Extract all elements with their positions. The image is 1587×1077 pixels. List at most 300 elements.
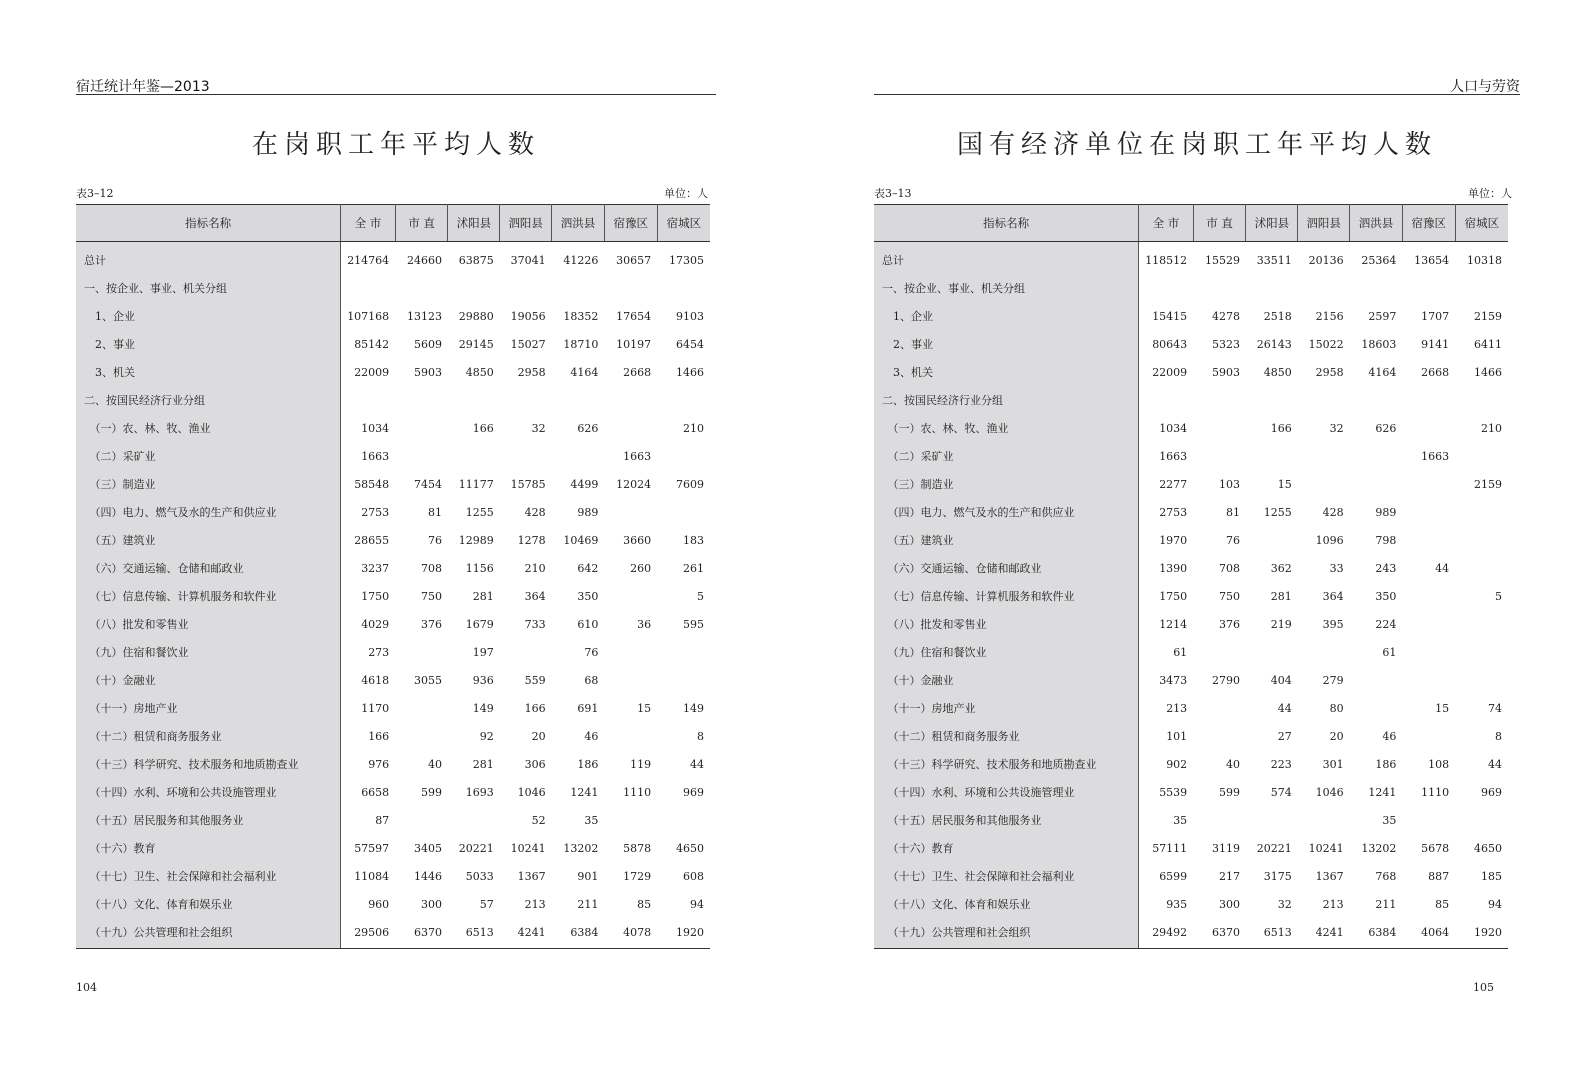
row-label: 3、机关 <box>76 358 341 386</box>
data-cell: 281 <box>472 589 494 603</box>
data-cell: 10318 <box>1467 253 1502 267</box>
table-number: 表3–13 <box>874 187 912 200</box>
table-row <box>874 918 1508 949</box>
data-cell: 708 <box>420 561 442 575</box>
data-cell: 969 <box>683 785 704 799</box>
table-row <box>874 554 1508 582</box>
data-cell: 68 <box>584 673 599 687</box>
data-cell: 85 <box>1435 897 1450 911</box>
table-row <box>874 722 1508 750</box>
data-cell <box>395 274 448 302</box>
data-cell <box>1402 610 1455 638</box>
data-cell <box>1350 386 1403 414</box>
page-number: 104 <box>76 981 97 994</box>
column-header: 指标名称 <box>874 205 1139 242</box>
row-label: （十七）卫生、社会保障和社会福利业 <box>874 862 1139 890</box>
data-cell <box>395 638 448 666</box>
data-cell: 6513 <box>1246 918 1298 949</box>
row-label: 一、按企业、事业、机关分组 <box>76 274 341 302</box>
data-cell: 6384 <box>1350 918 1403 949</box>
data-cell: 210 <box>524 561 546 575</box>
data-cell: 3405 <box>413 841 442 855</box>
data-cell: 300 <box>1218 897 1240 911</box>
data-cell: 35 <box>1382 813 1397 827</box>
data-cell: 108 <box>1428 757 1450 771</box>
row-label: 总计 <box>874 242 1139 275</box>
data-cell <box>1402 582 1455 610</box>
row-label: （十八）文化、体育和娱乐业 <box>76 890 341 918</box>
column-header: 宿豫区 <box>1402 205 1455 242</box>
data-cell <box>1246 386 1298 414</box>
table-row <box>76 834 710 862</box>
table-row <box>874 526 1508 554</box>
data-cell: 29506 <box>341 918 396 949</box>
table-row <box>874 638 1508 666</box>
data-cell <box>552 442 605 470</box>
data-cell: 1750 <box>1159 589 1188 603</box>
data-cell: 219 <box>1270 617 1292 631</box>
table-row <box>76 778 710 806</box>
table-row <box>76 610 710 638</box>
data-cell: 13123 <box>406 309 442 323</box>
data-cell: 61 <box>1173 645 1188 659</box>
row-label: （十六）教育 <box>76 834 341 862</box>
data-cell: 428 <box>524 505 546 519</box>
data-cell <box>552 386 605 414</box>
data-cell: 13202 <box>563 841 599 855</box>
data-cell <box>341 386 396 414</box>
statistics-table <box>76 204 710 949</box>
table-row <box>874 470 1508 498</box>
table-row <box>76 526 710 554</box>
data-cell: 1679 <box>465 617 494 631</box>
data-cell: 213 <box>524 897 546 911</box>
data-cell: 7454 <box>413 477 442 491</box>
data-cell <box>1193 386 1246 414</box>
data-cell <box>1193 442 1246 470</box>
data-cell: 3175 <box>1263 869 1292 883</box>
table-row <box>76 274 710 302</box>
table-row <box>874 442 1508 470</box>
data-cell: 18710 <box>563 337 599 351</box>
column-header: 沭阳县 <box>448 205 500 242</box>
data-cell: 960 <box>368 897 390 911</box>
data-cell: 22009 <box>354 365 390 379</box>
data-cell: 9141 <box>1421 337 1450 351</box>
data-cell: 364 <box>1322 589 1344 603</box>
column-header: 指标名称 <box>76 205 341 242</box>
data-cell: 20221 <box>1256 841 1292 855</box>
row-label: （一）农、林、牧、渔业 <box>76 414 341 442</box>
table-number: 表3–12 <box>76 187 114 200</box>
row-label: （十）金融业 <box>76 666 341 694</box>
table-row <box>76 358 710 386</box>
data-cell: 935 <box>1166 897 1188 911</box>
data-cell: 57111 <box>1152 841 1188 855</box>
data-cell: 1214 <box>1159 617 1188 631</box>
table-row <box>76 302 710 330</box>
data-cell: 4499 <box>570 477 599 491</box>
left-page <box>76 0 716 1077</box>
column-header: 全 市 <box>341 205 396 242</box>
data-cell: 4650 <box>676 841 704 855</box>
table-row <box>76 498 710 526</box>
data-cell: 1663 <box>623 449 652 463</box>
row-label: 二、按国民经济行业分组 <box>76 386 341 414</box>
data-cell: 610 <box>577 617 599 631</box>
data-cell: 750 <box>1218 589 1240 603</box>
data-cell: 301 <box>1322 757 1344 771</box>
data-cell <box>500 442 552 470</box>
table-row <box>874 386 1508 414</box>
data-cell: 44 <box>1488 757 1502 771</box>
data-cell: 13654 <box>1414 253 1450 267</box>
row-label: （十三）科学研究、技术服务和地质勘查业 <box>874 750 1139 778</box>
data-cell: 6454 <box>676 337 704 351</box>
data-cell: 7609 <box>676 477 704 491</box>
data-cell: 1367 <box>517 869 546 883</box>
data-cell <box>1455 666 1508 694</box>
data-cell: 41226 <box>563 253 599 267</box>
data-cell: 87 <box>375 813 390 827</box>
data-cell: 92 <box>479 729 494 743</box>
data-cell: 15022 <box>1308 337 1344 351</box>
header-rule <box>874 94 1520 95</box>
data-cell <box>1455 806 1508 834</box>
data-cell: 10197 <box>616 337 652 351</box>
data-cell: 4164 <box>570 365 599 379</box>
data-cell: 61 <box>1382 645 1397 659</box>
data-cell: 28655 <box>354 533 390 547</box>
data-cell: 6370 <box>1193 918 1246 949</box>
data-cell <box>1298 386 1350 414</box>
data-cell: 4278 <box>1211 309 1240 323</box>
table-row <box>76 582 710 610</box>
data-cell <box>1350 666 1403 694</box>
data-cell <box>1193 722 1246 750</box>
row-label: （十五）居民服务和其他服务业 <box>874 806 1139 834</box>
data-cell <box>1455 498 1508 526</box>
data-cell: 279 <box>1322 673 1344 687</box>
data-cell: 2159 <box>1474 309 1502 323</box>
data-cell <box>395 806 448 834</box>
data-cell <box>1246 638 1298 666</box>
data-cell: 428 <box>1322 505 1344 519</box>
table-row <box>874 890 1508 918</box>
data-cell: 6513 <box>448 918 500 949</box>
data-cell <box>604 414 657 442</box>
data-cell: 33511 <box>1256 253 1292 267</box>
data-cell: 1367 <box>1315 869 1344 883</box>
data-cell: 691 <box>577 701 599 715</box>
data-cell: 599 <box>420 785 442 799</box>
data-cell: 183 <box>683 533 704 547</box>
data-cell: 2277 <box>1159 477 1188 491</box>
row-label: （九）住宿和餐饮业 <box>874 638 1139 666</box>
data-cell: 3660 <box>623 533 652 547</box>
data-cell: 11177 <box>458 477 494 491</box>
data-cell <box>448 806 500 834</box>
data-cell: 15415 <box>1152 309 1188 323</box>
data-cell <box>1193 274 1246 302</box>
data-cell: 5903 <box>1211 365 1240 379</box>
data-cell: 4850 <box>1263 365 1292 379</box>
row-label: （七）信息传输、计算机服务和软件业 <box>76 582 341 610</box>
data-cell <box>1246 274 1298 302</box>
data-cell <box>1298 274 1350 302</box>
row-label: （十八）文化、体育和娱乐业 <box>874 890 1139 918</box>
data-cell: 261 <box>683 561 704 575</box>
row-label: （六）交通运输、仓储和邮政业 <box>874 554 1139 582</box>
table-row <box>76 694 710 722</box>
data-cell: 85142 <box>354 337 390 351</box>
data-cell: 4650 <box>1474 841 1502 855</box>
data-cell <box>1139 386 1194 414</box>
data-cell: 1170 <box>361 701 390 715</box>
row-label: （五）建筑业 <box>76 526 341 554</box>
data-cell: 2668 <box>623 365 652 379</box>
data-cell <box>1298 638 1350 666</box>
table-row <box>874 862 1508 890</box>
data-cell <box>1455 610 1508 638</box>
data-cell: 281 <box>1270 589 1292 603</box>
data-cell <box>1246 806 1298 834</box>
data-cell: 94 <box>690 897 704 911</box>
data-cell: 1046 <box>1315 785 1344 799</box>
data-cell: 103 <box>1218 477 1240 491</box>
data-cell: 17654 <box>616 309 652 323</box>
data-cell: 29880 <box>458 309 494 323</box>
data-cell <box>1350 274 1403 302</box>
data-cell: 626 <box>577 421 599 435</box>
data-cell: 574 <box>1270 785 1292 799</box>
data-cell <box>395 722 448 750</box>
data-cell: 376 <box>1218 617 1240 631</box>
data-cell <box>552 274 605 302</box>
data-cell: 2668 <box>1421 365 1450 379</box>
column-header: 泗洪县 <box>1350 205 1403 242</box>
data-cell <box>604 722 657 750</box>
data-cell <box>1193 638 1246 666</box>
data-cell: 2159 <box>1474 477 1502 491</box>
row-label: （十九）公共管理和社会组织 <box>76 918 341 949</box>
data-cell <box>448 386 500 414</box>
data-cell: 20 <box>531 729 546 743</box>
row-label: （七）信息传输、计算机服务和软件业 <box>874 582 1139 610</box>
data-cell: 57597 <box>354 841 390 855</box>
data-cell <box>657 666 710 694</box>
data-cell <box>1455 386 1508 414</box>
table-row <box>76 638 710 666</box>
table-row <box>874 274 1508 302</box>
data-cell <box>604 274 657 302</box>
data-cell: 186 <box>1375 757 1397 771</box>
data-cell: 94 <box>1488 897 1502 911</box>
table-row <box>874 834 1508 862</box>
data-cell: 969 <box>1481 785 1502 799</box>
row-label: 总计 <box>76 242 341 275</box>
data-cell: 362 <box>1270 561 1292 575</box>
data-cell: 58548 <box>354 477 390 491</box>
data-cell: 5878 <box>623 841 652 855</box>
data-cell: 44 <box>1277 701 1292 715</box>
data-cell <box>500 386 552 414</box>
data-cell: 20136 <box>1308 253 1344 267</box>
row-label: （八）批发和零售业 <box>76 610 341 638</box>
data-cell: 81 <box>427 505 442 519</box>
data-cell: 211 <box>1375 897 1397 911</box>
data-cell: 20221 <box>458 841 494 855</box>
row-label: 1、企业 <box>76 302 341 330</box>
data-cell: 1390 <box>1159 561 1188 575</box>
table-row <box>76 554 710 582</box>
data-cell: 887 <box>1428 869 1450 883</box>
data-cell: 1920 <box>1455 918 1508 949</box>
column-header: 沭阳县 <box>1246 205 1298 242</box>
data-cell: 26143 <box>1256 337 1292 351</box>
statistics-table <box>874 204 1508 949</box>
row-label: （十三）科学研究、技术服务和地质勘查业 <box>76 750 341 778</box>
data-cell: 40 <box>1225 757 1240 771</box>
data-cell: 642 <box>577 561 599 575</box>
data-cell: 626 <box>1375 421 1397 435</box>
data-cell: 1255 <box>465 505 494 519</box>
data-cell <box>604 638 657 666</box>
data-cell: 902 <box>1166 757 1188 771</box>
data-cell <box>657 638 710 666</box>
data-cell: 17305 <box>669 253 704 267</box>
data-cell <box>1139 274 1194 302</box>
data-cell: 166 <box>472 421 494 435</box>
data-cell: 1046 <box>517 785 546 799</box>
data-cell: 19056 <box>510 309 546 323</box>
data-cell: 559 <box>524 673 546 687</box>
data-cell: 350 <box>1375 589 1397 603</box>
table-row <box>76 666 710 694</box>
data-cell: 1663 <box>361 449 390 463</box>
data-cell: 1156 <box>465 561 494 575</box>
row-label: （三）制造业 <box>874 470 1139 498</box>
data-cell: 210 <box>1481 421 1502 435</box>
data-cell: 936 <box>472 673 494 687</box>
data-cell: 5 <box>697 589 704 603</box>
data-cell: 44 <box>1435 561 1450 575</box>
data-cell: 18603 <box>1361 337 1397 351</box>
data-cell: 350 <box>577 589 599 603</box>
row-label: （十一）房地产业 <box>76 694 341 722</box>
data-cell: 1255 <box>1263 505 1292 519</box>
data-cell: 37041 <box>510 253 546 267</box>
data-cell <box>1402 498 1455 526</box>
data-cell <box>1455 638 1508 666</box>
data-cell: 35 <box>584 813 599 827</box>
data-cell: 27 <box>1277 729 1292 743</box>
row-label: （十九）公共管理和社会组织 <box>874 918 1139 949</box>
row-label: （一）农、林、牧、渔业 <box>874 414 1139 442</box>
data-cell: 273 <box>368 645 390 659</box>
table-row <box>874 778 1508 806</box>
data-cell: 25364 <box>1361 253 1397 267</box>
data-cell: 74 <box>1488 701 1502 715</box>
column-header: 宿豫区 <box>604 205 657 242</box>
table-row <box>76 386 710 414</box>
data-cell <box>395 694 448 722</box>
row-label: 2、事业 <box>76 330 341 358</box>
data-cell: 376 <box>420 617 442 631</box>
table-row <box>874 610 1508 638</box>
data-cell: 1466 <box>676 365 704 379</box>
data-cell <box>657 274 710 302</box>
data-cell <box>1298 442 1350 470</box>
row-label: （五）建筑业 <box>874 526 1139 554</box>
data-cell <box>448 274 500 302</box>
data-cell: 22009 <box>1152 365 1188 379</box>
data-cell: 32 <box>531 421 546 435</box>
data-cell: 1707 <box>1421 309 1450 323</box>
row-label: （二）采矿业 <box>76 442 341 470</box>
data-cell: 13202 <box>1361 841 1397 855</box>
data-cell <box>395 442 448 470</box>
column-header: 宿城区 <box>1455 205 1508 242</box>
data-cell <box>657 442 710 470</box>
data-cell: 798 <box>1375 533 1397 547</box>
data-cell: 8 <box>697 729 704 743</box>
data-cell <box>1402 470 1455 498</box>
row-label: （四）电力、燃气及水的生产和供应业 <box>874 498 1139 526</box>
data-cell <box>1402 526 1455 554</box>
data-cell <box>1402 806 1455 834</box>
data-cell: 404 <box>1270 673 1292 687</box>
data-cell: 85 <box>637 897 652 911</box>
data-cell: 119 <box>630 757 652 771</box>
column-header: 泗洪县 <box>552 205 605 242</box>
data-cell <box>1402 722 1455 750</box>
data-cell: 281 <box>472 757 494 771</box>
data-cell: 768 <box>1375 869 1397 883</box>
data-cell: 52 <box>531 813 546 827</box>
data-cell: 15529 <box>1204 253 1240 267</box>
data-cell <box>1455 442 1508 470</box>
table-row <box>874 358 1508 386</box>
data-cell: 1663 <box>1159 449 1188 463</box>
table-row <box>874 242 1508 275</box>
data-cell <box>1193 806 1246 834</box>
data-cell: 185 <box>1481 869 1502 883</box>
table-row <box>76 722 710 750</box>
data-cell: 29145 <box>458 337 494 351</box>
column-header: 市 直 <box>1193 205 1246 242</box>
data-cell: 10241 <box>510 841 546 855</box>
data-cell: 30657 <box>616 253 652 267</box>
data-cell: 4078 <box>604 918 657 949</box>
data-cell: 595 <box>683 617 704 631</box>
data-cell: 33 <box>1329 561 1344 575</box>
table-row <box>874 694 1508 722</box>
data-cell: 2958 <box>517 365 546 379</box>
data-cell: 24660 <box>406 253 442 267</box>
data-cell: 210 <box>683 421 704 435</box>
data-cell: 1241 <box>570 785 599 799</box>
unit-label: 单位：人 <box>1468 187 1512 200</box>
data-cell: 2597 <box>1368 309 1397 323</box>
data-cell: 101 <box>1166 729 1188 743</box>
data-cell: 32 <box>1329 421 1344 435</box>
data-cell: 300 <box>420 897 442 911</box>
data-cell: 901 <box>577 869 599 883</box>
data-cell: 4241 <box>500 918 552 949</box>
data-cell <box>500 274 552 302</box>
data-cell <box>604 666 657 694</box>
